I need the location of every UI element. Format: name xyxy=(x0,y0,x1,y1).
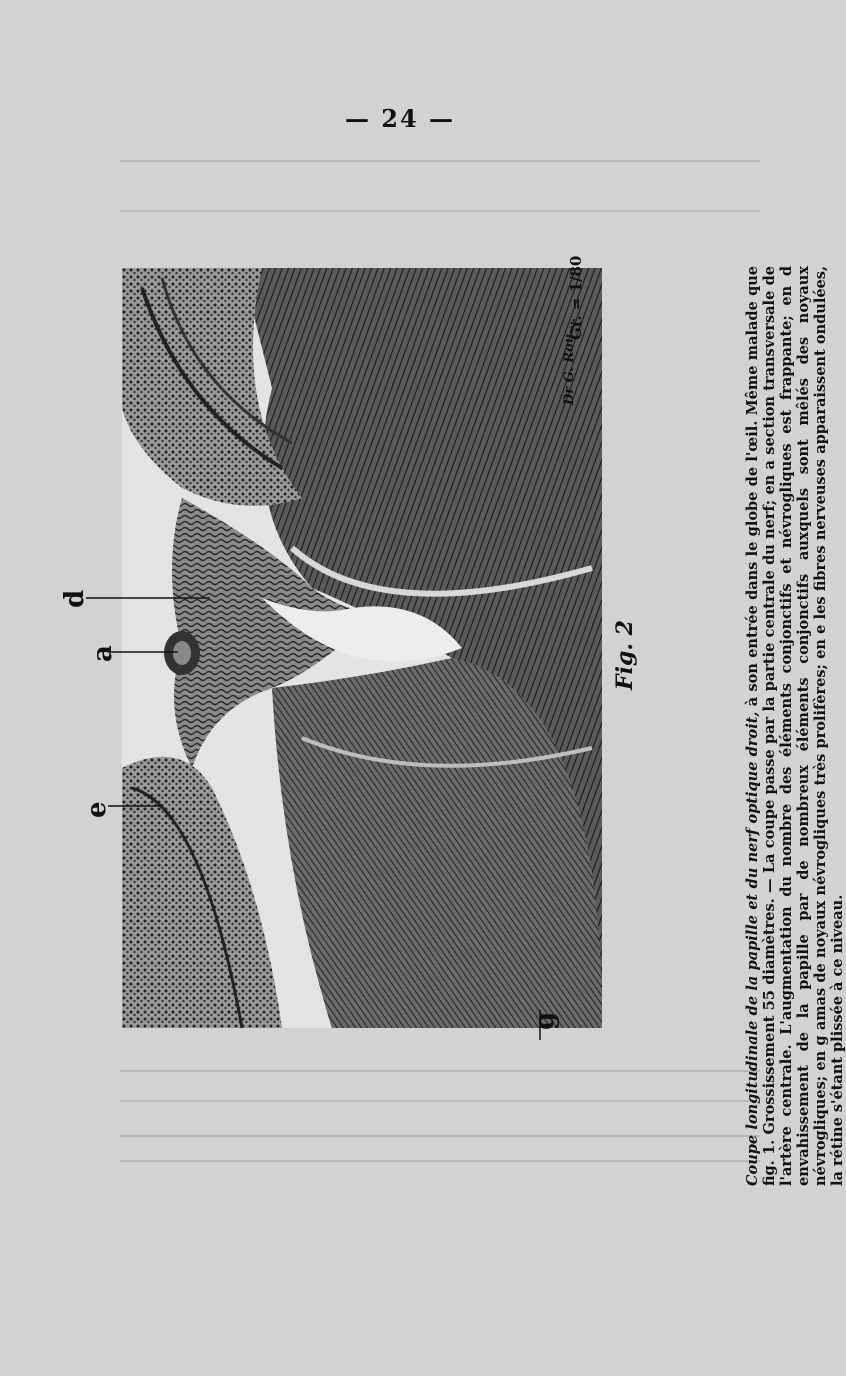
bleed-through-line xyxy=(120,1160,760,1162)
figure-label-e: e xyxy=(82,801,112,818)
magnification-scale: Gr. = 1/80 xyxy=(567,255,585,340)
bleed-through-line xyxy=(120,1135,760,1137)
bleed-through-line xyxy=(120,210,760,212)
engraver-signature: Dr G. Rou… xyxy=(562,320,577,405)
caption-lead: Coupe longitudinale de la papille et du nerf optique droit, xyxy=(744,711,761,1186)
figure-caption xyxy=(744,266,846,1186)
figure-title: Fig. 2 xyxy=(612,620,638,690)
page-number: — 24 — xyxy=(344,104,456,133)
figure-label-a: a xyxy=(88,645,118,662)
bleed-through-line xyxy=(120,160,760,162)
figure-label-g: g xyxy=(530,1011,560,1030)
figure-label-d: d xyxy=(60,589,90,608)
bleed-through-line xyxy=(120,1100,760,1102)
histology-illustration xyxy=(122,268,602,1028)
bleed-through-line xyxy=(120,1070,760,1072)
caption-body: à son entrée dans le globe de l'œil. Même malade que fig. 1. Grossissement 55 diamètres. — La coupe passe par la partie centrale du nerf; en a section transversale de l'artère centrale. L'augmentation du nombre des éléments conjonctifs et névrogliques est frappante; en d envahissement de la papille par de nombreux éléments conjonctifs auxquels sont mêlés des noyaux névrogliques; en g amas de noyaux névrogliques très prolifères; en e les fibres nerveuses apparaissent ondulées, la rétine s'étant plissée à ce niveau. xyxy=(744,266,846,1186)
